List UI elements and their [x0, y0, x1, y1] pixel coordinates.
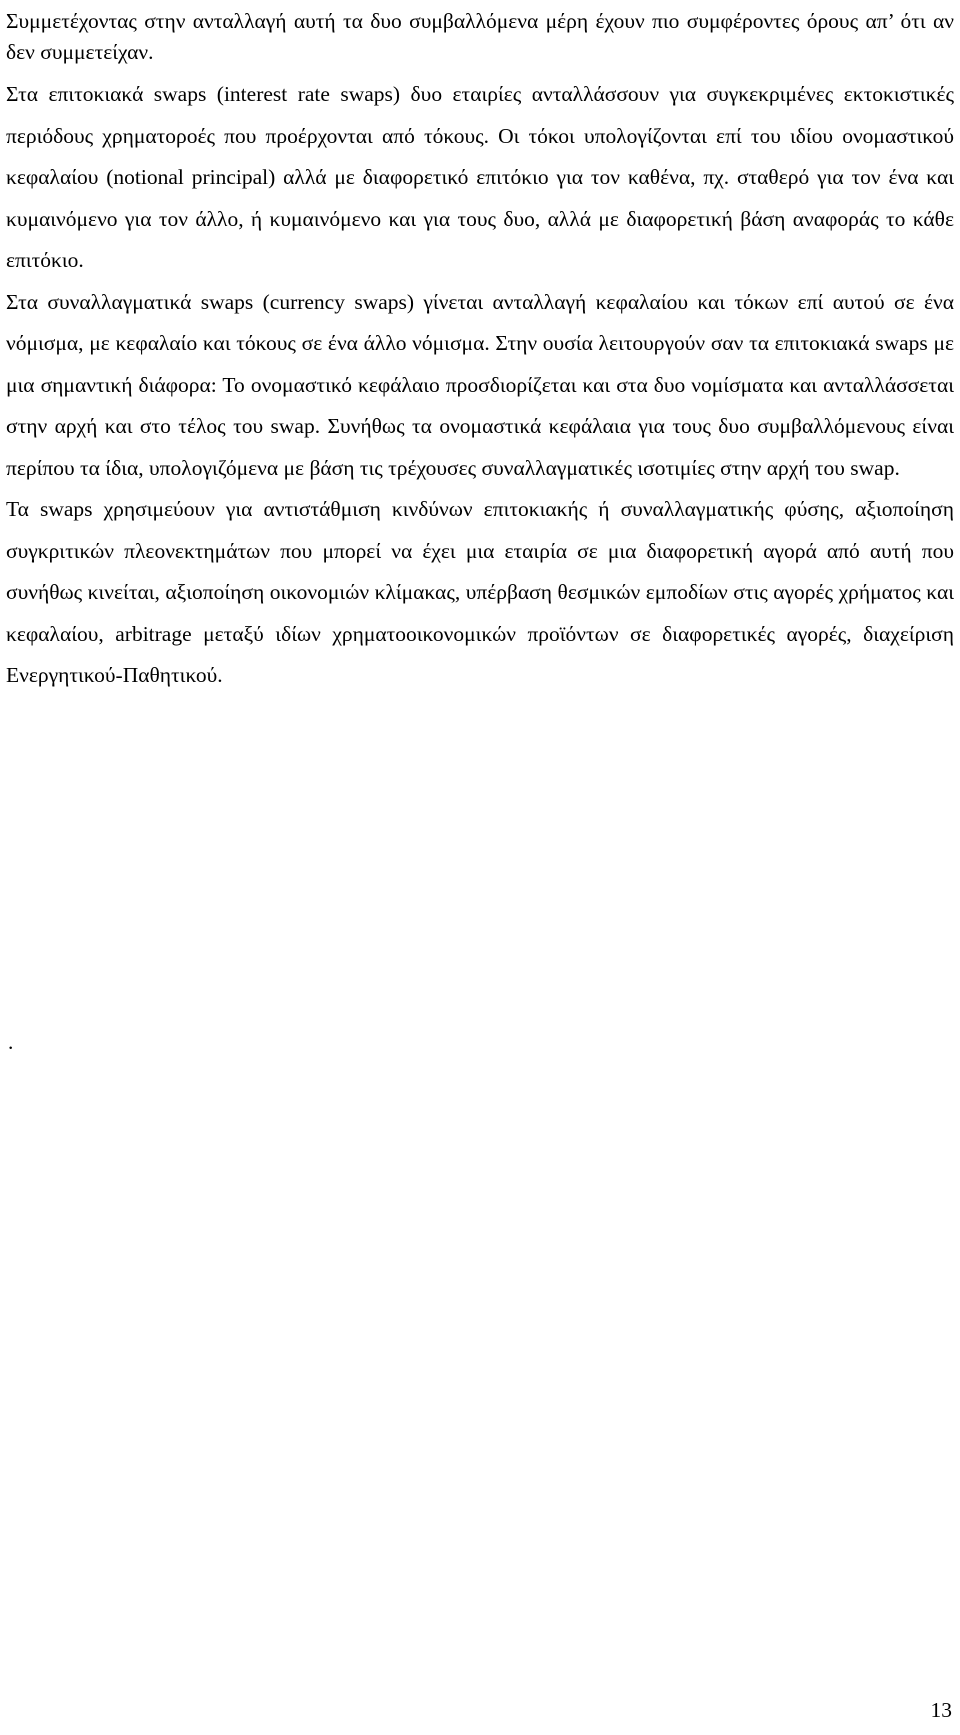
paragraph-swap-uses: Τα swaps χρησιμεύουν για αντιστάθμιση κινδύνων επιτοκιακής ή συναλλαγματικής φύσης, αξιοποίηση συγκριτικών πλεονεκτημάτων που μπορεί να έχει μια εταιρία σε μια διαφορετική αγορά από αυτή που συνήθως κινείται, αξιοποίηση οικονομιών κλίμακας, υπέρβαση θεσμικών εμποδίων στις αγορές χρήματος και κεφαλαίου, arbitrage μεταξύ ιδίων χρηματοοικονομικών προϊόντων σε διαφορετικές αγορές, διαχείριση Ενεργητικού-Παθητικού.	[6, 497, 954, 687]
paragraph-currency-swaps: Στα συναλλαγματικά swaps (currency swaps) γίνεται ανταλλαγή κεφαλαίου και τόκων επί αυτού σε ένα νόμισμα, με κεφαλαίο και τόκους σε ένα άλλο νόμισμα. Στην ουσία λειτουργούν σαν τα επιτοκιακά swaps με μια σημαντική διάφορα: Το ονομαστικό κεφάλαιο προσδιορίζεται και στα δυο νομίσματα και ανταλλάσσεται στην αρχή και στο τέλος του swap. Συνήθως τα ονομαστικά κεφάλαια για τους δυο συμβαλλόμενους είναι περίπου τα ίδια, υπολογιζόμενα με βάση τις τρέχουσες συναλλαγματικές ισοτιμίες στην αρχή του swap.	[6, 289, 954, 480]
paragraph-intro: Συμμετέχοντας στην ανταλλαγή αυτή τα δυο συμβαλλόμενα μέρη έχουν πιο συμφέροντες όρους απ’ ότι αν δεν συμμετείχαν.	[6, 9, 954, 64]
stray-period: .	[8, 1030, 14, 1054]
page-number: 13	[930, 1698, 952, 1722]
paragraph-interest-rate-swaps: Στα επιτοκιακά swaps (interest rate swaps) δυο εταιρίες ανταλλάσσουν για συγκεκριμένες εκτοκιστικές περιόδους χρηματοροές που προέρχονται από τόκους. Οι τόκοι υπολογίζονται επί του ιδίου ονομαστικού κεφαλαίου (notional principal) αλλά με διαφορετικό επιτόκιο για τον καθένα, πχ. σταθερό για τον ένα και κυμαινόμενο για τον άλλο, ή κυμαινόμενο και για τους δυο, αλλά με διαφορετική βάση αναφοράς το κάθε επιτόκιο.	[6, 82, 954, 272]
document-page	[6, 6, 954, 697]
